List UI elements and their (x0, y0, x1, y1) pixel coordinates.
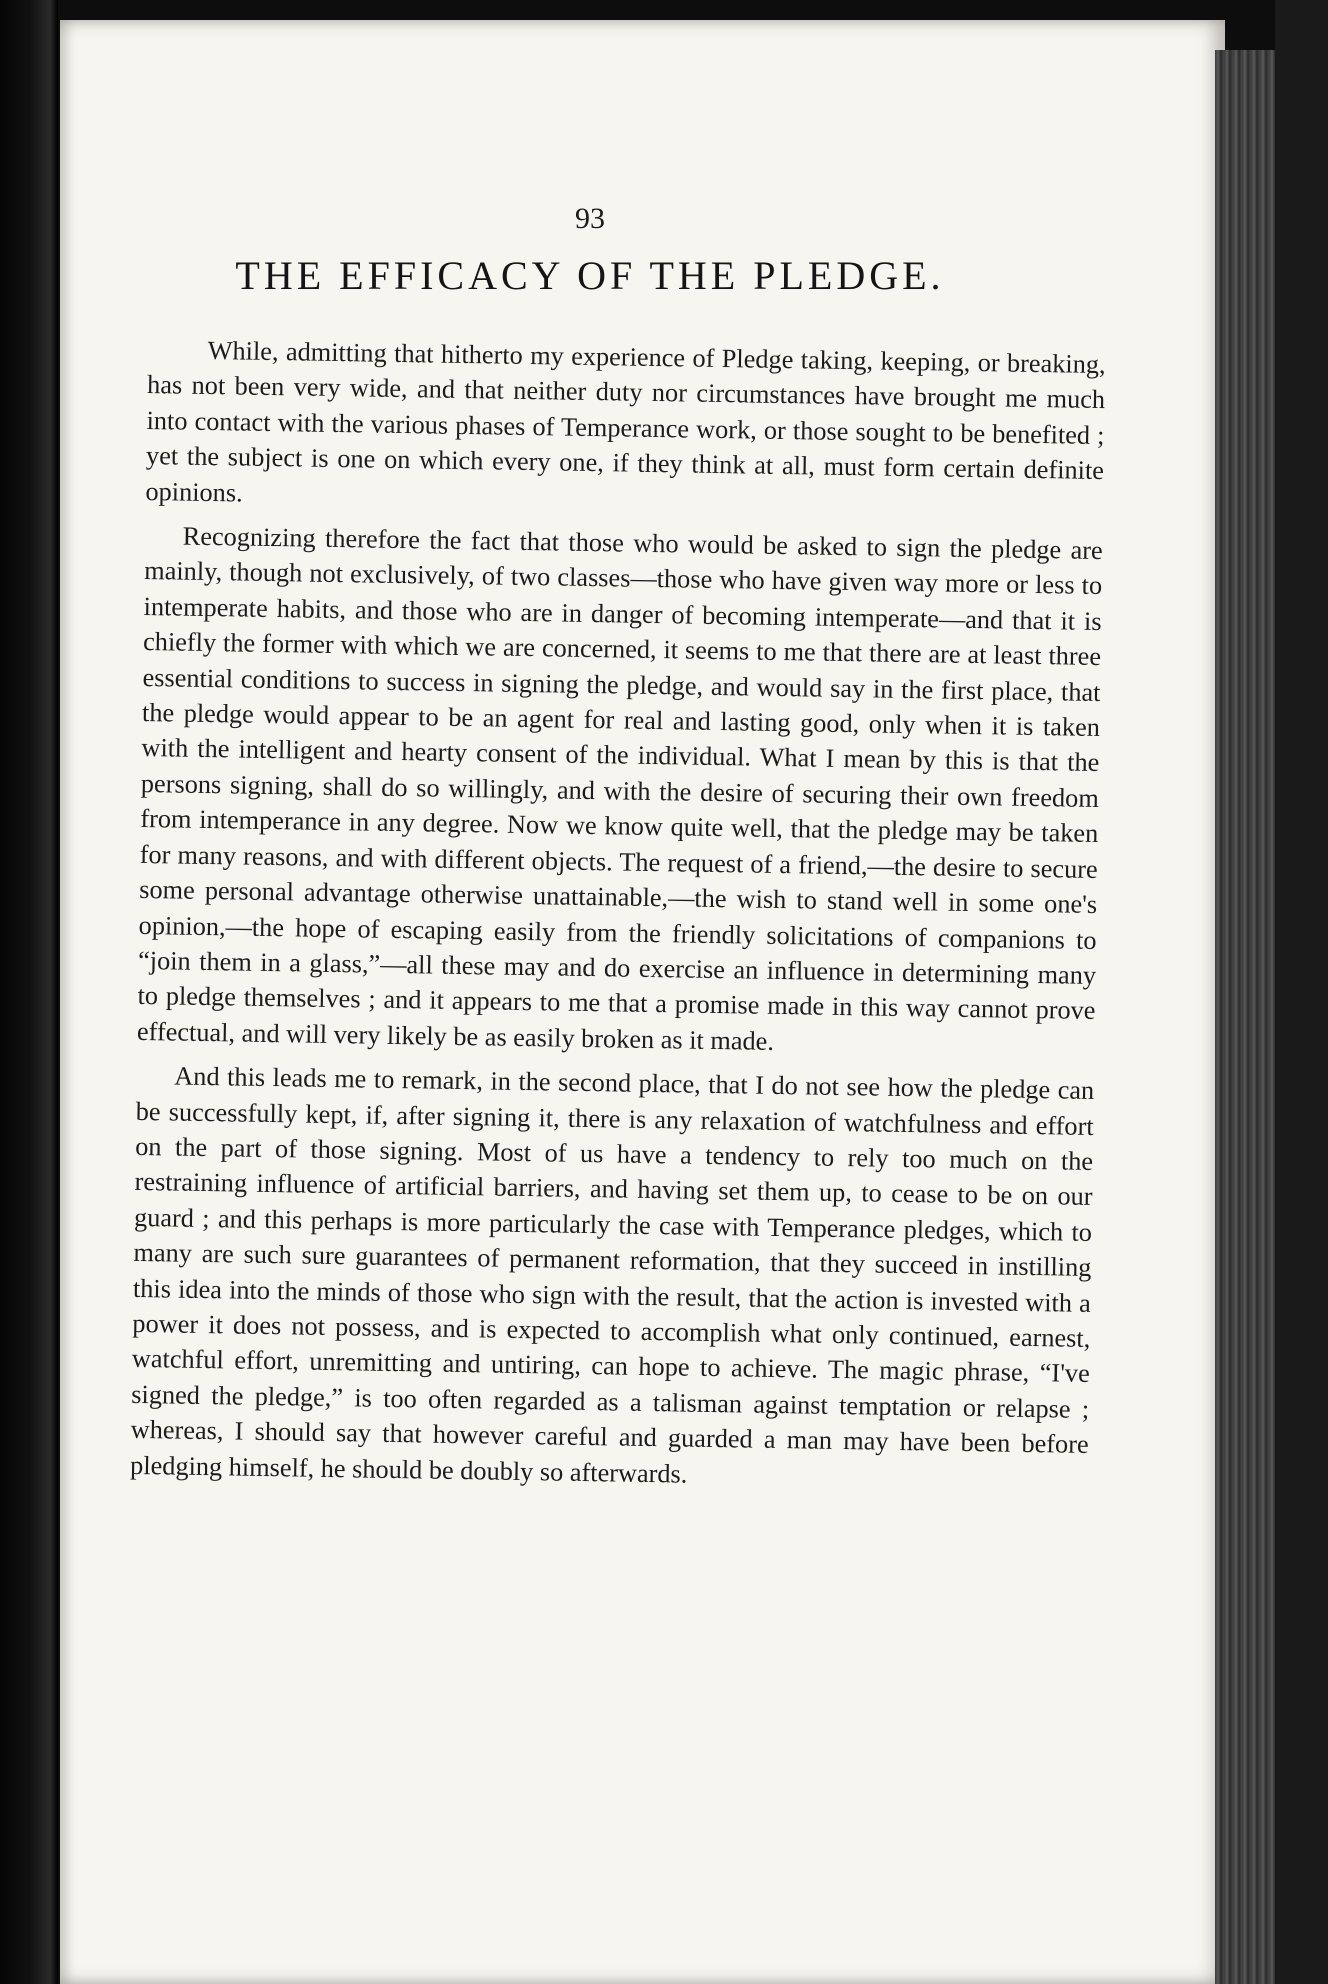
paragraph-3: And this leads me to remark, in the second place, that I do not see how the pledge can be successfully kept, if, after signing it, there is any relaxation of watchfulness and effort on the part of those signing. Most of us have a tendency to rely too much on the restraining influence of artificial barriers, and having set them up, to cease to be on our guard ; and this perhaps is more particularly the case with Temperance pledges, which to many are such sure guarantees of permanent reformation, that they succeed in instilling this idea into the minds of those who sign with the result, that the action is invested with a power it does not possess, and is expected to accomplish what only continued, earnest, watchful effort, unremitting and untiring, can hope to achieve. The magic phrase, “I've signed the pledge,” is too often regarded as a talisman against temptation or relapse ; whereas, I should say that however careful and guarded a man may have been before pledging himself, he should be doubly so afterwards. (129, 1061, 1095, 1489)
page-edges (1215, 50, 1275, 1984)
book-page (60, 20, 1225, 1984)
paragraph-2: Recognizing therefore the fact that those who would be asked to sign the pledge are mainly, though not exclusively, of two classes—those who have given way more or less to intemperate habits, and those who are in danger of becoming intemperate—and that it is chiefly the former with which we are concerned, it seems to me that there are at least three essential conditions to success in signing the pledge, and would say in the first place, that the pledge would appear to be an agent for real and lasting good, only when it is taken with the intelligent and hearty consent of the individual. What I mean by this is that the persons signing, shall do so willingly, and with the desire of securing their own freedom from intemperance in any degree. Now we know quite well, that the pledge may be taken for many reasons, and with different objects. The request of a friend,—the desire to secure some personal advantage otherwise unattainable,—the wish to stand well in some one's opinion,—the hope of escaping easily from the friendly solicitations of companions to “join them in a glass,”—all these may and do exercise an influence in determining many to pledge themselves ; and it appears to me that a promise made in this way cannot prove effectual, and will very likely be as easily broken as it made. (136, 521, 1103, 1056)
book-gutter (0, 0, 58, 1984)
book-cover-edge (1275, 0, 1328, 1984)
body-text (130, 332, 1106, 1507)
chapter-title: THE EFFICACY OF THE PLEDGE. (235, 253, 945, 298)
paragraph-1: While, admitting that hitherto my experience of Pledge taking, keeping, or breaking, has not been very wide, and that neither duty nor circumstances have brought me much into contact with the various phases of Temperance work, or those sought to be benefited ; yet the subject is one on which every one, if they think at all, must form certain definite opinions. (145, 335, 1106, 508)
page-number: 93 (575, 202, 605, 235)
